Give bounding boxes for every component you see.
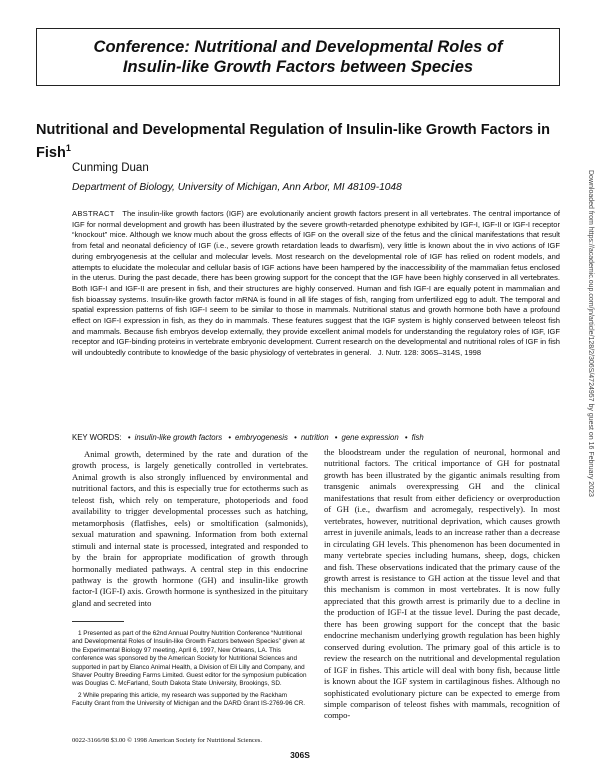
copyright-line: 0022-3166/98 $3.00 © 1998 American Society for Nutritional Sciences.	[72, 737, 262, 744]
abstract-text: The insulin-like growth factors (IGF) are evolutionarily ancient growth factors present in all vertebrates. The central importance of IGF for normal development and growth has been illustrated by the severe growth-retarded phenotype exhibited by IGF-I, IGF-II or IGF-I receptor “knockout” mice. Although we know much about the gross effects of IGF on the overall size of the fetus and the clinical manifestations that result from fetal and neonatal deficiency of IGF (i.e., severe growth retardation leads to dwarfism), very little is known about the in vivo actions of IGF during embryogenesis at the cellular and molecular levels. Most research on the developmental role of IGF has relied on rodent models, and attempts to elucidate the molecular and cellular basis of IGF actions have been hampered by the inaccessibility of the mammalian fetus enclosed in the uterus. During the past decade, there has been growing support for the concept that the IGF have been highly conserved in all vertebrates. Both IGF-I and IGF-II are present in fish, and their structures are highly conserved. Human and fish IGF-I are equally potent in mammalian and fish bioassay systems. Insulin-like growth factor mRNA is found in all life stages of fish, ranging from unfertilized egg to adult. The temporal and spatial expression patterns of fish IGF-I seem to be similar to those in mammals. Nutritional status and growth hormone both have a profound effect on IGF-I expression in fish, as they do in mammals. These features suggest that the IGF system is highly conserved between teleost fish and mammals. Because fish embryos develop externally, they provide excellent animal models for understanding the regulatory roles of IGF, IGF receptor and IGF-binding proteins in vertebrate embryonic development. Current research on the developmental and nutritional roles of IGF in fish will undoubtedly contribute to knowledge of the basic physiology of vertebrates in general.	[72, 209, 560, 358]
body-column-left	[72, 449, 308, 609]
author-affiliation: Department of Biology, University of Michigan, Ann Arbor, MI 48109-1048	[72, 182, 402, 193]
footnote-rule	[72, 621, 124, 622]
article-title	[36, 121, 560, 162]
author-name: Cunming Duan	[72, 162, 149, 174]
keywords-label: KEY WORDS:	[72, 433, 122, 442]
keywords: KEY WORDS: • insulin-like growth factors • embryogenesis • nutrition • gene expression • fish	[72, 433, 424, 442]
body-paragraph: the bloodstream under the regulation of neuronal, hormonal and nutritional factors. The critical importance of GH for postnatal growth has been illustrated by the gigantic animals resulting from transgenic animals overexpressing GH and the clinical manifestations that result from either deficiency or overproduction of GH (i.e., dwarfism and acromegaly, respectively). In most vertebrates, however, nutritional deprivation, which causes growth arrest in juvenile animals, leads to an increase rather than a decrease in circulating GH levels. This phenomenon has been documented in many vertebrate species including humans, sheep, dogs, chicken and fish. These observations indicated that the primary cause of the growth arrest is resistance to GH action at the tissue level and that this mechanism is common in most vertebrates. It is now fully appreciated that this growth arrest is primarily due to a decline in the production of IGF-I at the tissue level. During the past decade, there has been growing support for the concept that the basic endocrine mechanism underlying growth regulation has been highly conserved during evolution. The primary goal of this article is to review the research on the nutritional and developmental regulation of IGF in fishes. This article will deal with bony fish, because little is known about the IGF system in cartilaginous fishes. Although no sophisticated evolutionary picture can be expected to emerge from simple comparison of teleost fishes with mammals, recognition of compo-	[324, 447, 560, 721]
abstract-heading: ABSTRACT	[72, 209, 115, 218]
keyword: fish	[411, 433, 424, 442]
conference-title-line-1: Conference: Nutritional and Developmental Roles of	[93, 38, 503, 56]
title-footnote-mark: 1	[65, 143, 71, 153]
conference-banner	[36, 28, 560, 86]
conference-title-line-2: Insulin-like Growth Factors between Species	[122, 58, 474, 76]
footnote-1: 1 Presented as part of the 62nd Annual Poultry Nutrition Conference “Nutritional and Developmental Roles of Insulin-like Growth Factors between Species” given at the Experimental Biology 97 meeting, April 6, 1997, New Orleans, LA. This conference was sponsored by the American Society for Nutritional Sciences and supported in part by Elanco Animal Health, a Division of Eli Lilly and Company, and Shaver Poultry Breeding Farms Limited. Guest editor for the symposium publication was Douglas C. McFarland, South Dakota State University, Brookings, SD.	[72, 630, 307, 688]
keyword: insulin-like growth factors	[134, 433, 223, 442]
keyword: embryogenesis	[235, 433, 288, 442]
abstract	[72, 209, 560, 359]
footnotes	[72, 630, 308, 712]
body-paragraph: Animal growth, determined by the rate and duration of the growth process, is largely genetically controlled in vertebrates. Animal growth is also strongly influenced by environmental and nutritional factors, and this is especially true for ectotherms such as teleost fish, which rely on temperature, photoperiods and food availability to trigger developmental processes such as hatching, metamorphosis (flatfishes, eels) or smoltification (salmonids), sexual maturation and spawning. Information from both external stimuli and internal state is processed, integrated and responded to by the brain for appropriate modification of growth through hormonally mediated pathways. A central step in this endocrine pathway is the growth hormone (GH) and insulin-like growth factor-I (IGF-I) axis. Growth hormone is synthesized in the pituitary gland and secreted into	[72, 449, 308, 608]
journal-citation: J. Nutr. 128: 306S–314S, 1998	[377, 348, 482, 358]
article-title-text: Nutritional and Developmental Regulation of Insulin-like Growth Factors in Fish	[36, 122, 550, 161]
keyword: nutrition	[300, 433, 329, 442]
page-number: 306S	[290, 750, 310, 760]
download-watermark: Downloaded from https://academic.oup.com/jn/article/128/2/306S/4724957 by guest on 16 February 2023	[587, 170, 594, 497]
body-column-right	[324, 447, 560, 722]
keyword: gene expression	[341, 433, 399, 442]
footnote-2: 2 While preparing this article, my research was supported by the Rackham Faculty Grant from the University of Michigan and the DARD Grant IS-2769-96 CR.	[72, 691, 306, 708]
